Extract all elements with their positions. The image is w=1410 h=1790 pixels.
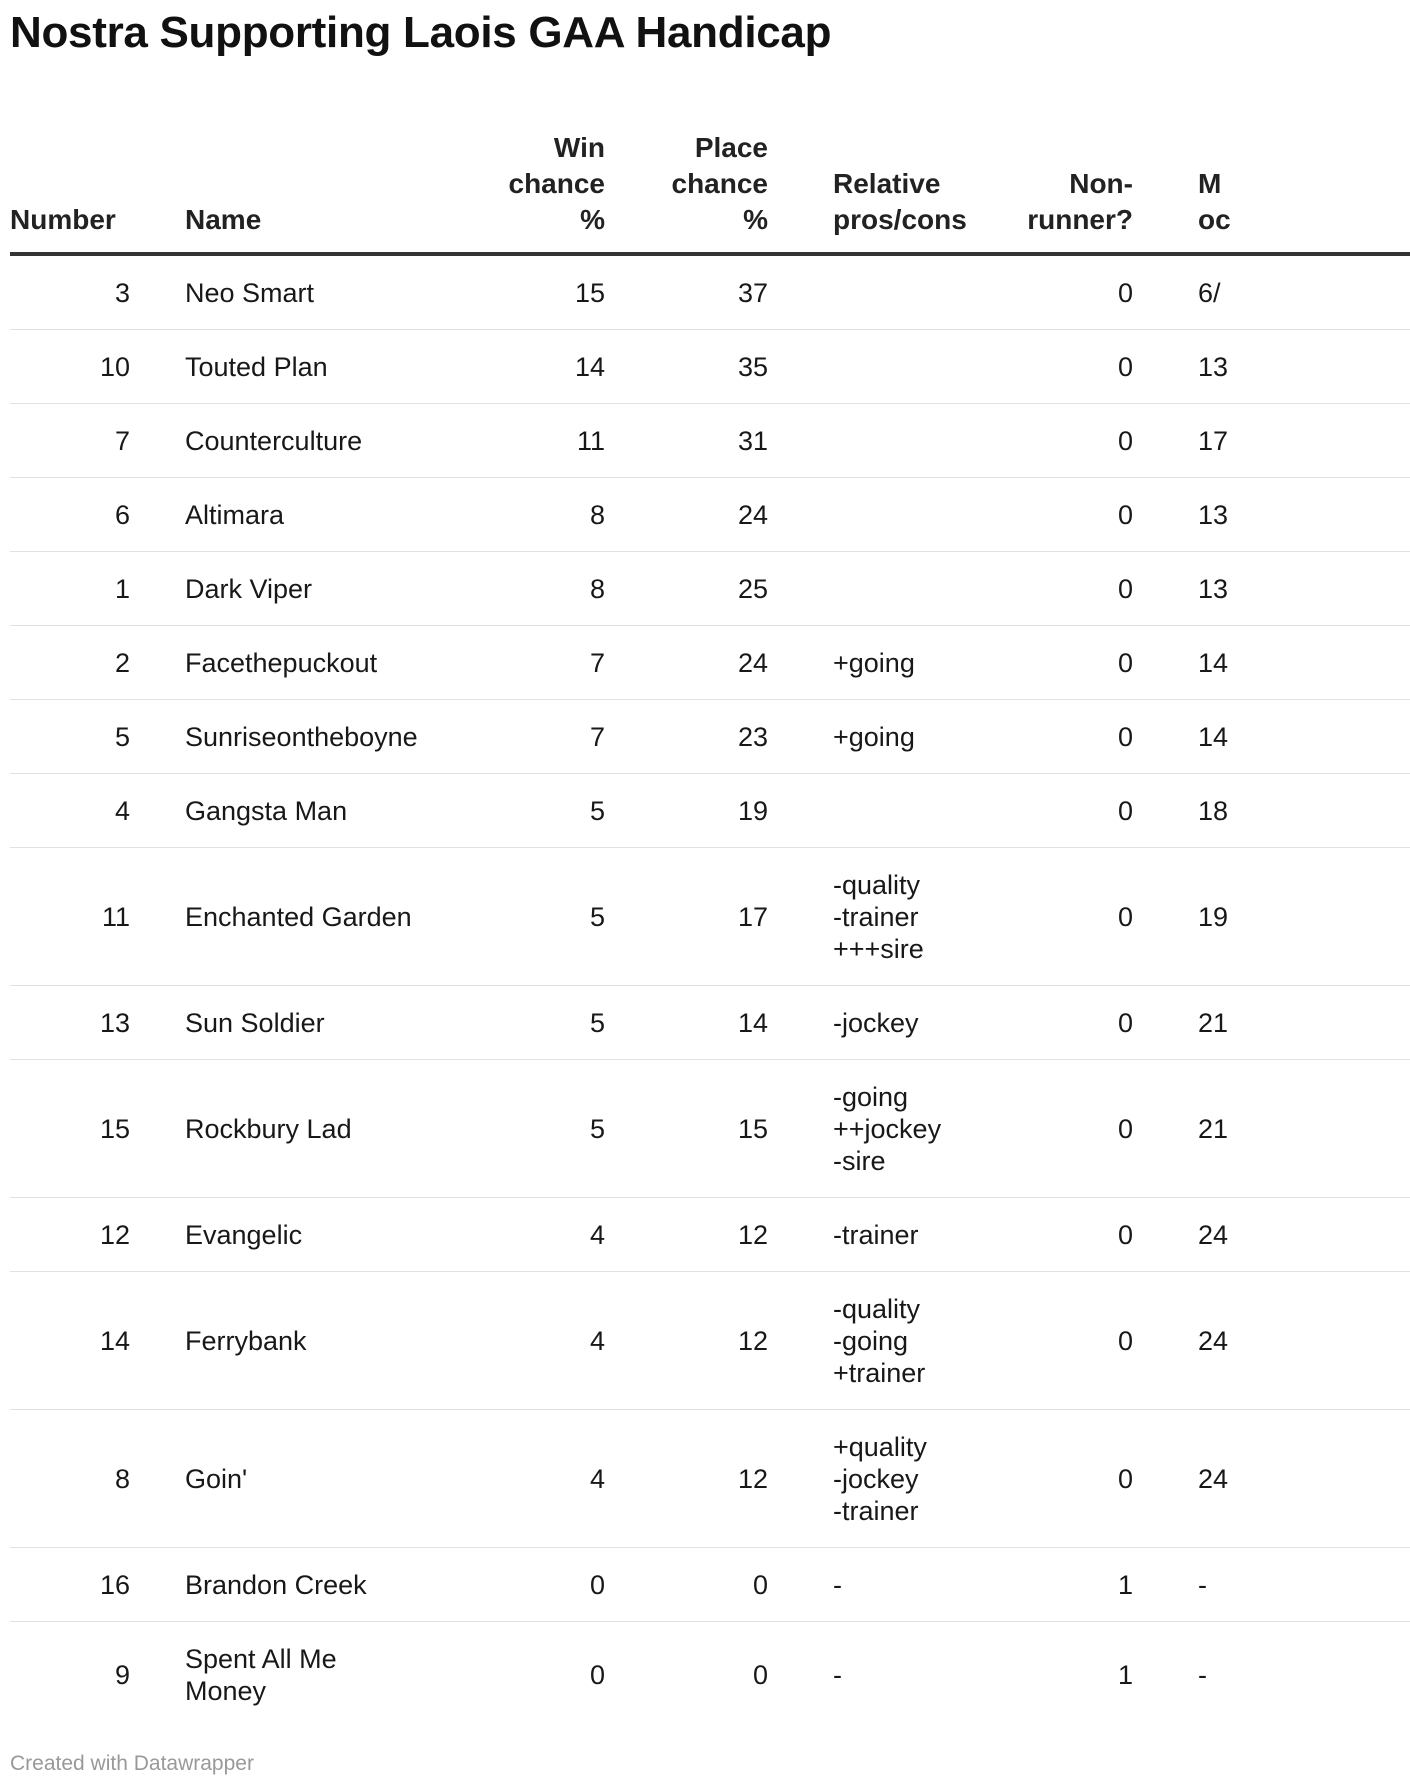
cell-place-chance: 15: [605, 1060, 768, 1198]
cell-pros-cons: [768, 552, 968, 626]
cell-number: 6: [10, 478, 185, 552]
cell-pros-cons: [768, 1410, 968, 1548]
cell-number: 10: [10, 330, 185, 404]
cell-pros-cons: [768, 848, 968, 986]
cell-non-runner: 0: [968, 1198, 1133, 1272]
cell-number: 14: [10, 1272, 185, 1410]
table-row: [10, 1548, 1410, 1622]
cell-non-runner: 0: [968, 774, 1133, 848]
pros-cons-item: -jockey: [833, 1007, 919, 1038]
cell-name: Sunriseontheboyne: [185, 700, 450, 774]
cell-odds: 13: [1133, 552, 1410, 626]
cell-number: 1: [10, 552, 185, 626]
cell-win-chance: 8: [450, 552, 605, 626]
cell-number: 9: [114, 1660, 130, 1690]
cell-pros-cons: [768, 254, 968, 330]
cell-non-runner: 0: [968, 330, 1133, 404]
table-body: [10, 254, 1410, 1728]
cell-number: 2: [10, 626, 185, 700]
cell-number: 3: [10, 254, 185, 330]
column-header-odds[interactable]: M oc: [1133, 108, 1410, 254]
cell-win-chance: 7: [450, 700, 605, 774]
cell-odds: 21: [1133, 1060, 1410, 1198]
cell-name: Evangelic: [185, 1198, 450, 1272]
cell-name: Counterculture: [185, 404, 450, 478]
cell-place-chance: 25: [605, 552, 768, 626]
cell-number: 16: [10, 1548, 185, 1622]
cell-odds: 13: [1133, 330, 1410, 404]
column-header-name[interactable]: Name: [185, 108, 450, 254]
cell-odds: 18: [1133, 774, 1410, 848]
cell-non-runner: 0: [968, 848, 1133, 986]
table-row: [10, 848, 1410, 986]
pros-cons-item: +trainer: [833, 1357, 926, 1388]
table-row: [10, 1622, 1410, 1729]
cell-name: Enchanted Garden: [185, 848, 450, 986]
column-header-win-chance[interactable]: Win chance %: [450, 108, 605, 254]
pros-cons-item: +quality: [833, 1431, 927, 1462]
pros-cons-item: -trainer: [833, 901, 919, 932]
cell-odds: 24: [1133, 1410, 1410, 1548]
cell-win-chance: 5: [450, 848, 605, 986]
cell-name: Rockbury Lad: [185, 1060, 450, 1198]
cell-pros-cons: [768, 1622, 968, 1729]
column-header-non-runner[interactable]: Non- runner?: [968, 108, 1133, 254]
cell-number: 12: [10, 1198, 185, 1272]
cell-number: 7: [10, 404, 185, 478]
cell-non-runner: 0: [968, 1272, 1133, 1410]
page-title: Nostra Supporting Laois GAA Handicap: [10, 8, 832, 57]
pros-cons-item: +going: [833, 721, 915, 752]
cell-pros-cons: [768, 700, 968, 774]
odds-table: [10, 108, 1410, 1728]
cell-pros-cons: [768, 626, 968, 700]
cell-name: Goin': [185, 1410, 450, 1548]
pros-cons-item: -trainer: [833, 1219, 919, 1250]
table-row: [10, 1060, 1410, 1198]
table-row: [10, 404, 1410, 478]
cell-pros-cons: [768, 1198, 968, 1272]
cell-name: Ferrybank: [185, 1272, 450, 1410]
cell-place-chance: 12: [605, 1410, 768, 1548]
cell-non-runner: 0: [968, 552, 1133, 626]
cell-place-chance: 24: [605, 626, 768, 700]
pros-cons-item: -: [833, 1660, 842, 1690]
cell-place-chance: 19: [605, 774, 768, 848]
cell-odds: -: [1198, 1660, 1207, 1690]
table-row: [10, 254, 1410, 330]
cell-pros-cons: [768, 986, 968, 1060]
table-row: [10, 478, 1410, 552]
cell-name: Sun Soldier: [185, 986, 450, 1060]
pros-cons-item: +++sire: [833, 933, 924, 964]
cell-non-runner: 0: [968, 626, 1133, 700]
cell-place-chance: 23: [605, 700, 768, 774]
cell-name: Gangsta Man: [185, 774, 450, 848]
pros-cons-item: -going: [833, 1081, 909, 1112]
cell-non-runner: 0: [968, 986, 1133, 1060]
cell-win-chance: 4: [450, 1410, 605, 1548]
table-row: [10, 986, 1410, 1060]
cell-number: 4: [10, 774, 185, 848]
pros-cons-item: -going: [833, 1325, 909, 1356]
cell-win-chance: 5: [450, 774, 605, 848]
cell-pros-cons: [768, 1060, 968, 1198]
cell-win-chance: 14: [450, 330, 605, 404]
cell-place-chance: 31: [605, 404, 768, 478]
attribution-footer: Created with Datawrapper: [10, 1752, 254, 1775]
cell-win-chance: 15: [450, 254, 605, 330]
cell-win-chance: 8: [450, 478, 605, 552]
cell-win-chance: 11: [450, 404, 605, 478]
cell-number: 13: [10, 986, 185, 1060]
cell-number: 15: [10, 1060, 185, 1198]
cell-win-chance: 4: [450, 1272, 605, 1410]
table-row: [10, 774, 1410, 848]
cell-non-runner: 0: [968, 1060, 1133, 1198]
cell-odds: 6/: [1133, 254, 1410, 330]
cell-place-chance: 24: [605, 478, 768, 552]
table-row: [10, 552, 1410, 626]
cell-pros-cons: [768, 330, 968, 404]
cell-name: Spent All Me Money: [185, 1644, 337, 1706]
table-row: [10, 626, 1410, 700]
table-row: [10, 700, 1410, 774]
cell-non-runner: 0: [968, 1410, 1133, 1548]
column-header-pros-cons[interactable]: Relative pros/cons: [768, 108, 968, 254]
pros-cons-item: +going: [833, 647, 915, 678]
pros-cons-item: -quality: [833, 1293, 921, 1324]
cell-place-chance: 12: [605, 1272, 768, 1410]
pros-cons-item: -jockey: [833, 1463, 919, 1494]
cell-pros-cons: [768, 1272, 968, 1410]
cell-non-runner: 0: [968, 404, 1133, 478]
pros-cons-item: ++jockey: [833, 1113, 942, 1144]
cell-place-chance: 14: [605, 986, 768, 1060]
cell-pros-cons: [768, 774, 968, 848]
cell-win-chance: 5: [450, 986, 605, 1060]
cell-name: Facethepuckout: [185, 626, 450, 700]
cell-place-chance: 12: [605, 1198, 768, 1272]
cell-odds: 13: [1133, 478, 1410, 552]
cell-name: Brandon Creek: [185, 1548, 450, 1622]
cell-odds: 24: [1133, 1198, 1410, 1272]
table-header-row: [10, 108, 1410, 254]
cell-place-chance: 37: [605, 254, 768, 330]
cell-place-chance: 0: [605, 1548, 768, 1622]
table-row: [10, 330, 1410, 404]
cell-place-chance: 0: [752, 1660, 768, 1690]
cell-place-chance: 17: [605, 848, 768, 986]
cell-number: 8: [10, 1410, 185, 1548]
cell-win-chance: 4: [450, 1198, 605, 1272]
pros-cons-item: -sire: [833, 1145, 886, 1176]
pros-cons-item: -trainer: [833, 1495, 919, 1526]
cell-non-runner: 0: [968, 700, 1133, 774]
cell-number: 5: [10, 700, 185, 774]
cell-pros-cons: [768, 1548, 968, 1622]
cell-odds: 14: [1133, 626, 1410, 700]
column-header-number[interactable]: Number: [10, 108, 185, 254]
cell-number: 11: [10, 848, 185, 986]
cell-name: Altimara: [185, 478, 450, 552]
cell-win-chance: 7: [450, 626, 605, 700]
cell-non-runner: 0: [968, 254, 1133, 330]
table-row: [10, 1198, 1410, 1272]
cell-odds: 17: [1133, 404, 1410, 478]
table-row: [10, 1410, 1410, 1548]
cell-pros-cons: [768, 404, 968, 478]
cell-win-chance: 5: [450, 1060, 605, 1198]
cell-non-runner: 1: [1117, 1660, 1133, 1690]
cell-place-chance: 35: [605, 330, 768, 404]
cell-non-runner: 0: [968, 478, 1133, 552]
cell-non-runner: 1: [968, 1548, 1133, 1622]
cell-name: Touted Plan: [185, 330, 450, 404]
cell-name: Dark Viper: [185, 552, 450, 626]
cell-odds: 21: [1133, 986, 1410, 1060]
table-row: [10, 1272, 1410, 1410]
column-header-place-chance[interactable]: Place chance %: [605, 108, 768, 254]
cell-odds: -: [1133, 1548, 1410, 1622]
cell-odds: 24: [1133, 1272, 1410, 1410]
cell-name: Neo Smart: [185, 254, 450, 330]
pros-cons-item: -quality: [833, 869, 921, 900]
cell-win-chance: 0: [589, 1660, 605, 1690]
pros-cons-item: -: [833, 1569, 842, 1600]
cell-pros-cons: [768, 478, 968, 552]
cell-win-chance: 0: [450, 1548, 605, 1622]
cell-odds: 19: [1133, 848, 1410, 986]
cell-odds: 14: [1133, 700, 1410, 774]
table-container[interactable]: [10, 108, 1231, 1708]
